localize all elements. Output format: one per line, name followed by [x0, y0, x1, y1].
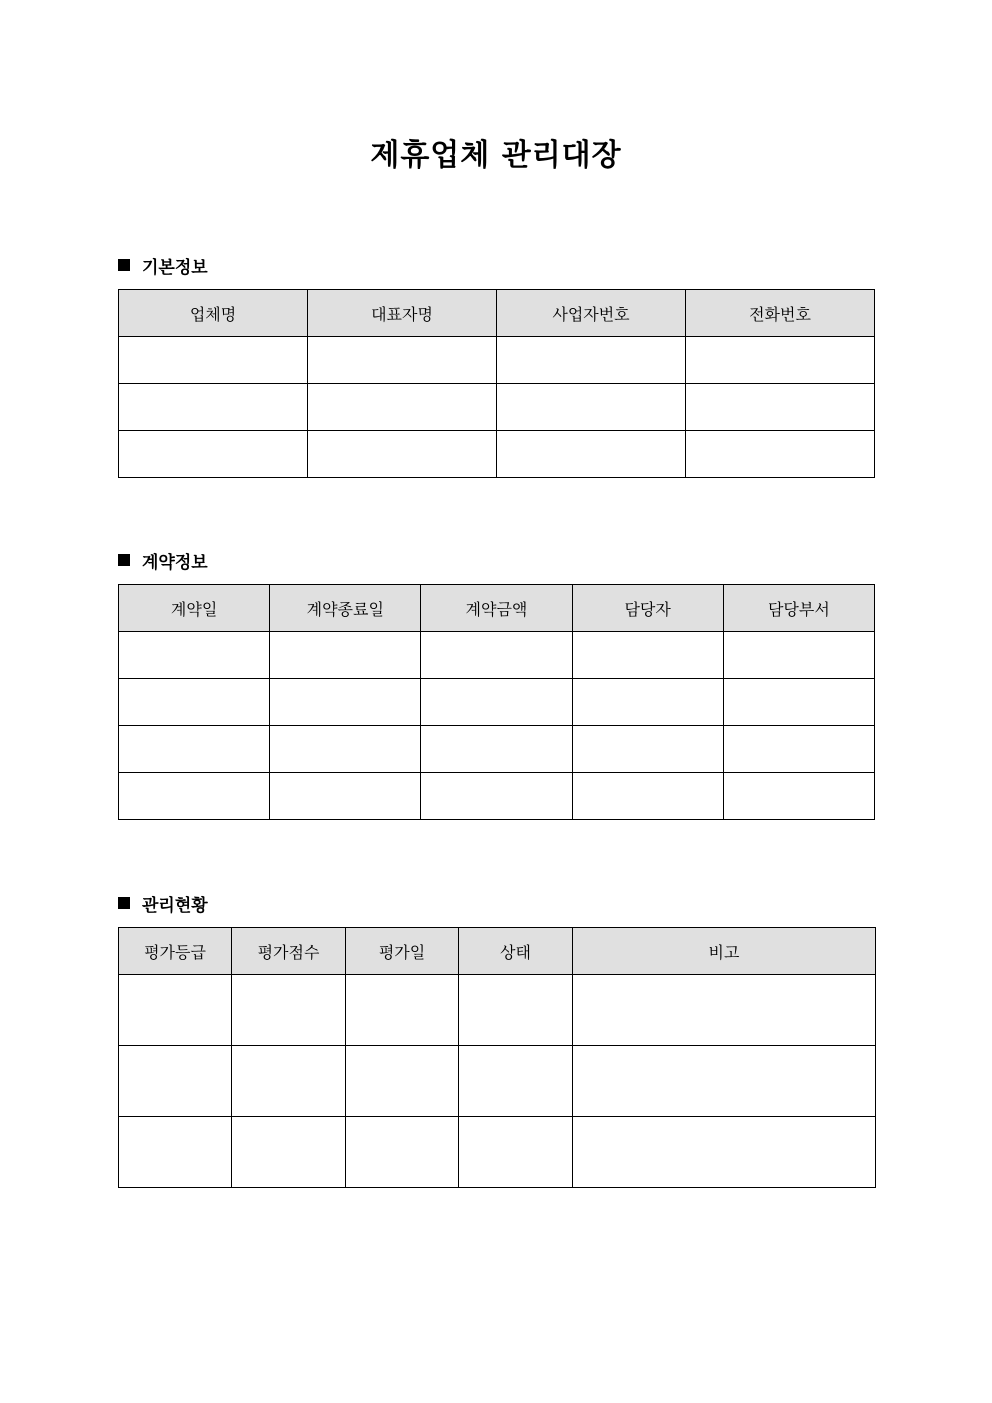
column-header-representative: 대표자명: [308, 290, 497, 337]
column-header-contract-amount: 계약금액: [421, 585, 572, 632]
column-header-evaluation-grade: 평가등급: [119, 928, 232, 975]
column-header-manager: 담당자: [572, 585, 723, 632]
table-cell[interactable]: [270, 632, 421, 679]
table-cell[interactable]: [346, 975, 459, 1046]
table-cell[interactable]: [723, 679, 874, 726]
table-cell[interactable]: [270, 679, 421, 726]
column-header-company-name: 업체명: [119, 290, 308, 337]
table-cell[interactable]: [572, 726, 723, 773]
table-cell[interactable]: [459, 975, 573, 1046]
section-heading-management-status: [118, 890, 208, 916]
column-header-status: 상태: [459, 928, 573, 975]
table-cell[interactable]: [421, 679, 572, 726]
square-bullet-icon: [118, 554, 130, 566]
square-bullet-icon: [118, 897, 130, 909]
table-cell[interactable]: [119, 679, 270, 726]
table-cell[interactable]: [421, 726, 572, 773]
column-header-contract-end-date: 계약종료일: [270, 585, 421, 632]
table-cell[interactable]: [572, 773, 723, 820]
table-cell[interactable]: [573, 1046, 876, 1117]
table-cell[interactable]: [497, 337, 686, 384]
table-cell[interactable]: [270, 726, 421, 773]
table-cell[interactable]: [232, 1117, 346, 1188]
contract-info-table: [118, 584, 875, 820]
table-cell[interactable]: [686, 431, 875, 478]
section-heading-label: 관리현황: [142, 895, 208, 916]
table-header-row: [119, 928, 876, 975]
table-row: [119, 1117, 876, 1188]
table-cell[interactable]: [119, 337, 308, 384]
table-row: [119, 337, 875, 384]
table-cell[interactable]: [270, 773, 421, 820]
table-cell[interactable]: [573, 1117, 876, 1188]
table-cell[interactable]: [119, 431, 308, 478]
table-cell[interactable]: [497, 384, 686, 431]
table-row: [119, 726, 875, 773]
section-heading-label: 기본정보: [142, 257, 208, 278]
table-cell[interactable]: [308, 431, 497, 478]
column-header-department: 담당부서: [723, 585, 874, 632]
table-row: [119, 431, 875, 478]
square-bullet-icon: [118, 259, 130, 271]
table-cell[interactable]: [119, 975, 232, 1046]
table-cell[interactable]: [308, 384, 497, 431]
table-row: [119, 975, 876, 1046]
table-cell[interactable]: [573, 975, 876, 1046]
table-cell[interactable]: [119, 1117, 232, 1188]
table-cell[interactable]: [119, 726, 270, 773]
table-row: [119, 773, 875, 820]
table-cell[interactable]: [232, 1046, 346, 1117]
table-cell[interactable]: [686, 337, 875, 384]
table-cell[interactable]: [572, 632, 723, 679]
column-header-phone: 전화번호: [686, 290, 875, 337]
section-heading-basic-info: [118, 252, 208, 278]
table-cell[interactable]: [497, 431, 686, 478]
table-cell[interactable]: [119, 773, 270, 820]
column-header-evaluation-date: 평가일: [346, 928, 459, 975]
table-cell[interactable]: [308, 337, 497, 384]
management-status-table: [118, 927, 876, 1188]
table-cell[interactable]: [723, 632, 874, 679]
table-cell[interactable]: [459, 1046, 573, 1117]
table-row: [119, 632, 875, 679]
table-cell[interactable]: [119, 1046, 232, 1117]
table-row: [119, 384, 875, 431]
column-header-evaluation-score: 평가점수: [232, 928, 346, 975]
table-cell[interactable]: [232, 975, 346, 1046]
table-row: [119, 679, 875, 726]
section-heading-contract-info: [118, 547, 208, 573]
table-cell[interactable]: [119, 384, 308, 431]
column-header-business-number: 사업자번호: [497, 290, 686, 337]
column-header-contract-date: 계약일: [119, 585, 270, 632]
table-header-row: [119, 290, 875, 337]
table-cell[interactable]: [686, 384, 875, 431]
table-cell[interactable]: [421, 773, 572, 820]
table-cell[interactable]: [421, 632, 572, 679]
table-cell[interactable]: [723, 773, 874, 820]
table-cell[interactable]: [346, 1046, 459, 1117]
basic-info-table: [118, 289, 875, 478]
table-row: [119, 1046, 876, 1117]
document-title: 제휴업체 관리대장: [370, 138, 622, 173]
table-cell[interactable]: [119, 632, 270, 679]
table-cell[interactable]: [459, 1117, 573, 1188]
column-header-remarks: 비고: [573, 928, 876, 975]
section-heading-label: 계약정보: [142, 552, 208, 573]
table-header-row: [119, 585, 875, 632]
table-cell[interactable]: [723, 726, 874, 773]
table-cell[interactable]: [346, 1117, 459, 1188]
table-cell[interactable]: [572, 679, 723, 726]
